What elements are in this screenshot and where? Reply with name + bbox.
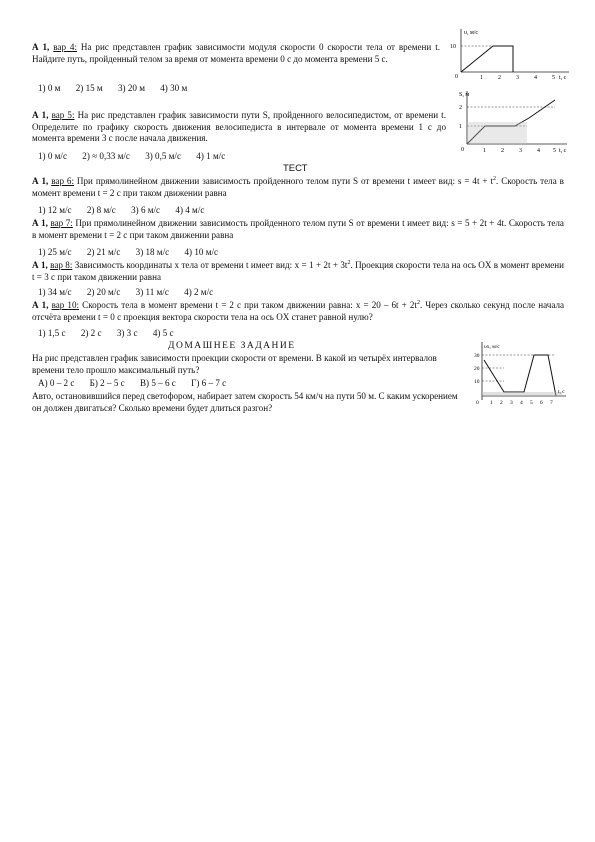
answer-option: 2) ≈ 0,33 м/с [82, 151, 130, 161]
question-text: . Через сколько секунд после начала отсчёта времени t = 0 с проекция вектора скорости тела на ось OX станет равной нулю? [32, 300, 565, 322]
answers-var6 [38, 205, 217, 216]
x-tick-label: 4 [534, 75, 537, 80]
answer-option: 3) 20 м [117, 83, 145, 93]
origin-label: 0 [455, 74, 458, 80]
answer-option: 1) 1,5 с [38, 328, 66, 338]
question-text: Скорость тела в момент времени t = 2 с при таком движении равна: x = 20 – 6t + 2t [82, 300, 417, 310]
test-heading: ТЕСТ [283, 163, 308, 174]
question-text: На рис представлен график зависимости пути S, пройденного велосипедистом, от времени t. Определите по графику скорость движения велосипедиста в интервале от момента времени 1 с до момента времени 3 с после начала движения. [32, 110, 446, 144]
x-axis-label: t, с [558, 389, 565, 395]
answer-option: 1) 25 м/с [38, 247, 72, 257]
answer-option: 1) 34 м/с [38, 287, 72, 297]
x-axis-label: t, с [559, 75, 567, 80]
answer-option: 1) 0 м [38, 83, 61, 93]
answers-var4 [38, 83, 200, 94]
question-text: . Проекция скорости тела на ось OX в момент времени t = 3 с при таком движении равна [32, 260, 564, 282]
graph-svg [455, 88, 573, 154]
variant-label: вар 6: [51, 176, 74, 186]
question-var8 [32, 260, 564, 283]
x-tick-label: 5 [530, 400, 533, 406]
question-text: При прямолинейном движении зависимость пройденного телом пути S от времени t имеет вид: s = 4t + t [76, 176, 493, 186]
origin-label: 0 [476, 400, 479, 406]
answer-option: 3) 0,5 м/с [145, 151, 181, 161]
x-tick-label: 7 [550, 400, 553, 406]
answer-option: В) 5 – 6 с [139, 378, 176, 388]
exponent: 2 [347, 259, 351, 266]
variant-label: вар 4: [53, 42, 77, 52]
origin-label: 0 [461, 147, 464, 153]
x-tick-label: 1 [490, 400, 493, 406]
y-tick-label: 2 [459, 105, 462, 111]
answers-var5 [38, 151, 238, 162]
question-text: Зависимость координаты x тела от времени t имеет вид: x = 1 + 2t + 3t [74, 260, 348, 270]
y-axis-label: υx, м/с [484, 344, 500, 350]
answer-option: 4) 2 м/с [184, 287, 214, 297]
graph-svg [474, 340, 570, 408]
x-tick-label: 1 [480, 75, 483, 80]
question-text: На рис представлен график зависимости модуля скорости 0 скорости тела от времени t. Найдите путь, пройденный телом за время от момента времени 0 с до момента времени 5 с. [32, 42, 440, 64]
answers-homework-1 [38, 378, 239, 389]
answer-option: 3) 18 м/с [135, 247, 170, 257]
y-tick-label: 20 [474, 366, 480, 372]
y-tick-label: 30 [474, 353, 480, 359]
question-text: . Скорость тела в момент времени t = 2 с при таком движении равна [32, 176, 564, 198]
homework-task-2 [32, 391, 462, 414]
variant-label: вар 10: [51, 300, 80, 310]
x-tick-label: 2 [500, 400, 503, 406]
answer-option: Б) 2 – 5 с [89, 378, 125, 388]
x-tick-label: 3 [510, 400, 513, 406]
question-var4 [32, 42, 440, 65]
y-tick-label: 10 [474, 379, 480, 385]
x-tick-label: 5 [552, 75, 555, 80]
homework-heading: ДОМАШНЕЕ ЗАДАНИЕ [168, 341, 296, 351]
question-label: А 1, [32, 110, 49, 120]
answer-option: 3) 3 с [116, 328, 138, 338]
distance-time-graph-var5 [455, 88, 573, 154]
answer-option: 3) 11 м/с [135, 287, 169, 297]
question-var6 [32, 176, 564, 199]
x-tick-label: 6 [540, 400, 543, 406]
y-tick-label: 10 [450, 44, 456, 50]
x-tick-label: 3 [519, 148, 522, 154]
x-tick-label: 5 [553, 148, 556, 154]
answer-option: 4) 4 м/с [175, 205, 205, 215]
answer-option: 3) 6 м/с [131, 205, 161, 215]
x-axis-label: t, с [559, 148, 567, 154]
graph-svg [447, 26, 575, 80]
answer-option: 1) 0 м/с [38, 151, 67, 161]
x-tick-label: 2 [501, 148, 504, 154]
answer-option: 4) 10 м/с [184, 247, 219, 257]
question-label: А 1, [32, 42, 50, 52]
question-var10 [32, 300, 564, 323]
velocity-projection-graph [474, 340, 570, 408]
x-tick-label: 2 [498, 75, 501, 80]
answer-option: 2) 8 м/с [86, 205, 116, 215]
y-axis-label: υ, м/с [464, 30, 479, 36]
task-text: На рис представлен график зависимости проекции скорости от времени. В какой из четырёх интервалов времени тело прошло максимальный путь? [32, 353, 437, 375]
question-label: А 1, [32, 218, 48, 228]
answers-var10 [38, 328, 187, 339]
answers-var8 [38, 287, 226, 298]
variant-label: вар 5: [51, 110, 75, 120]
task-text: Авто, остановившийся перед светофором, набирает затем скорость 54 км/ч на пути 50 м. С каким ускорением он должен двигаться? Сколько времени будет длиться разгон? [32, 391, 458, 413]
y-axis-label: S, м [459, 92, 470, 98]
x-tick-label: 1 [483, 148, 486, 154]
answer-option: 4) 30 м [160, 83, 188, 93]
x-tick-label: 4 [520, 400, 523, 406]
variant-label: вар 8: [50, 260, 73, 270]
answer-option: 4) 1 м/с [196, 151, 226, 161]
y-tick-label: 1 [459, 124, 462, 130]
question-var5 [32, 110, 446, 145]
answer-option: 2) 21 м/с [86, 247, 121, 257]
velocity-time-graph-var4 [447, 26, 575, 80]
answer-option: А) 0 – 2 с [38, 378, 75, 388]
question-var7 [32, 218, 564, 241]
x-tick-label: 3 [516, 75, 519, 80]
answer-option: 2) 20 м/с [86, 287, 121, 297]
answer-option: 2) 15 м [75, 83, 103, 93]
question-label: А 1, [32, 176, 49, 186]
question-label: А 1, [32, 260, 48, 270]
answer-option: 1) 12 м/с [38, 205, 72, 215]
exponent: 2 [416, 299, 420, 306]
answers-var7 [38, 247, 231, 258]
answer-option: 2) 2 с [80, 328, 102, 338]
variant-label: вар 7: [50, 218, 73, 228]
answer-option: Г) 6 – 7 с [191, 378, 227, 388]
x-tick-label: 4 [537, 148, 540, 154]
question-label: А 1, [32, 300, 49, 310]
exponent: 2 [493, 175, 496, 182]
homework-task-1 [32, 353, 462, 376]
question-text: При прямолинейном движении зависимость пройденного телом пути S от времени t имеет вид: s = 5 + 2t + 4t. Скорость тела в момент времени t = 2 с при таком движении равна [32, 218, 564, 240]
answer-option: 4) 5 с [152, 328, 174, 338]
